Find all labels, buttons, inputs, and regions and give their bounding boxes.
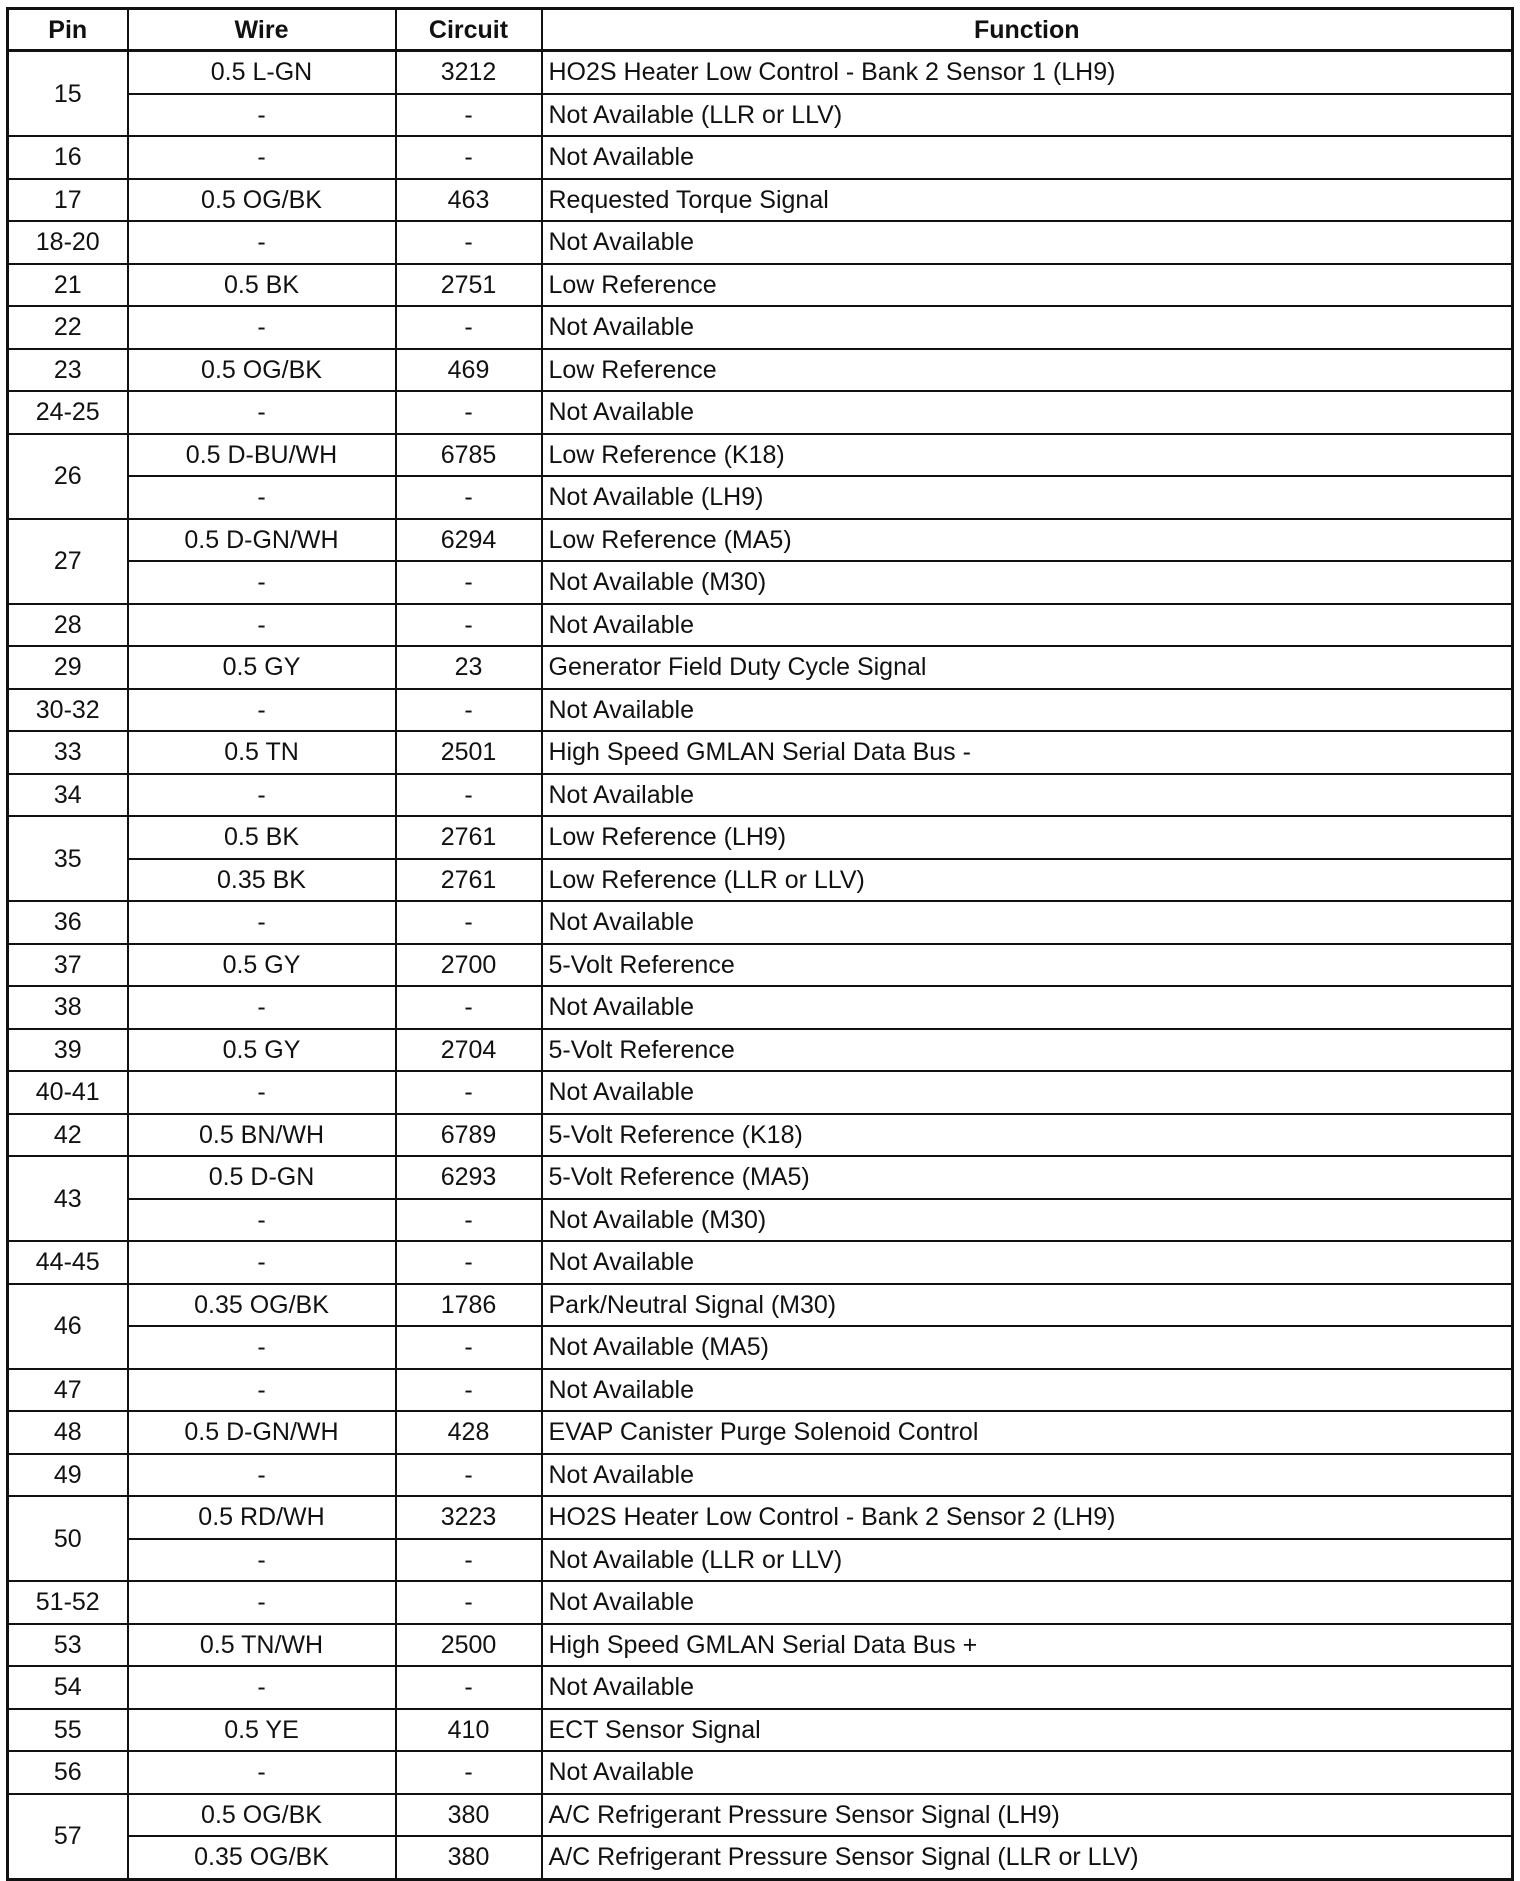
function-cell: Not Available: [542, 1454, 1513, 1497]
table-row: [8, 901, 1513, 944]
function-cell: Not Available (LH9): [542, 476, 1513, 519]
circuit-number-cell: -: [396, 391, 542, 434]
pin-number-cell: 42: [8, 1114, 128, 1157]
function-cell: 5-Volt Reference (K18): [542, 1114, 1513, 1157]
function-cell: Not Available: [542, 774, 1513, 817]
function-cell: Not Available (LLR or LLV): [542, 94, 1513, 137]
circuit-number-cell: -: [396, 774, 542, 817]
pin-number-cell: 48: [8, 1411, 128, 1454]
pin-number-cell: 57: [8, 1794, 128, 1880]
function-cell: Not Available: [542, 391, 1513, 434]
function-cell: Low Reference: [542, 264, 1513, 307]
wire-color-cell: -: [128, 94, 396, 137]
table-row: [8, 519, 1513, 562]
header-function: Function: [542, 9, 1513, 51]
table-row: [8, 859, 1513, 902]
circuit-number-cell: -: [396, 1751, 542, 1794]
circuit-number-cell: -: [396, 476, 542, 519]
table-row: [8, 1666, 1513, 1709]
wire-color-cell: -: [128, 1666, 396, 1709]
pin-number-cell: 33: [8, 731, 128, 774]
pin-number-cell: 49: [8, 1454, 128, 1497]
table-row: [8, 1241, 1513, 1284]
wire-color-cell: -: [128, 1454, 396, 1497]
circuit-number-cell: -: [396, 1666, 542, 1709]
circuit-number-cell: -: [396, 986, 542, 1029]
circuit-number-cell: 428: [396, 1411, 542, 1454]
table-row: [8, 306, 1513, 349]
function-cell: Not Available (M30): [542, 1199, 1513, 1242]
pin-number-cell: 27: [8, 519, 128, 604]
table-row: [8, 136, 1513, 179]
wire-color-cell: -: [128, 136, 396, 179]
circuit-number-cell: -: [396, 689, 542, 732]
pin-number-cell: 39: [8, 1029, 128, 1072]
pin-number-cell: 30-32: [8, 689, 128, 732]
wire-color-cell: 0.5 OG/BK: [128, 1794, 396, 1837]
function-cell: Not Available (M30): [542, 561, 1513, 604]
connector-end-view-document: [6, 7, 1514, 1881]
pin-number-cell: 21: [8, 264, 128, 307]
pin-number-cell: 44-45: [8, 1241, 128, 1284]
table-body: [8, 51, 1513, 1880]
table-row: [8, 51, 1513, 94]
circuit-number-cell: 380: [396, 1794, 542, 1837]
table-row: [8, 731, 1513, 774]
pin-number-cell: 36: [8, 901, 128, 944]
circuit-number-cell: -: [396, 1071, 542, 1114]
pin-number-cell: 56: [8, 1751, 128, 1794]
circuit-number-cell: -: [396, 1454, 542, 1497]
pin-number-cell: 24-25: [8, 391, 128, 434]
circuit-number-cell: 2751: [396, 264, 542, 307]
header-pin: Pin: [8, 9, 128, 51]
wire-color-cell: -: [128, 476, 396, 519]
circuit-number-cell: -: [396, 94, 542, 137]
wire-color-cell: 0.5 L-GN: [128, 51, 396, 94]
wire-color-cell: -: [128, 221, 396, 264]
wire-color-cell: -: [128, 1369, 396, 1412]
function-cell: Not Available: [542, 1071, 1513, 1114]
pin-number-cell: 18-20: [8, 221, 128, 264]
circuit-number-cell: 3212: [396, 51, 542, 94]
circuit-number-cell: -: [396, 561, 542, 604]
wire-color-cell: -: [128, 901, 396, 944]
table-row: [8, 1071, 1513, 1114]
wire-color-cell: 0.35 OG/BK: [128, 1836, 396, 1879]
table-row: [8, 1411, 1513, 1454]
function-cell: Not Available: [542, 986, 1513, 1029]
wire-color-cell: -: [128, 1241, 396, 1284]
wire-color-cell: -: [128, 1071, 396, 1114]
table-row: [8, 179, 1513, 222]
circuit-number-cell: 2500: [396, 1624, 542, 1667]
function-cell: Not Available: [542, 306, 1513, 349]
table-row: [8, 434, 1513, 477]
function-cell: A/C Refrigerant Pressure Sensor Signal (LH9): [542, 1794, 1513, 1837]
circuit-number-cell: -: [396, 1369, 542, 1412]
table-row: [8, 1836, 1513, 1879]
table-row: [8, 94, 1513, 137]
table-row: [8, 1284, 1513, 1327]
pin-number-cell: 17: [8, 179, 128, 222]
wire-color-cell: -: [128, 561, 396, 604]
wire-color-cell: 0.5 RD/WH: [128, 1496, 396, 1539]
circuit-number-cell: -: [396, 306, 542, 349]
wire-color-cell: 0.5 YE: [128, 1709, 396, 1752]
wire-color-cell: 0.5 TN: [128, 731, 396, 774]
wire-color-cell: -: [128, 1199, 396, 1242]
pin-number-cell: 26: [8, 434, 128, 519]
wire-color-cell: 0.35 OG/BK: [128, 1284, 396, 1327]
table-row: [8, 349, 1513, 392]
pin-number-cell: 55: [8, 1709, 128, 1752]
table-row: [8, 1581, 1513, 1624]
table-row: [8, 986, 1513, 1029]
circuit-number-cell: -: [396, 1241, 542, 1284]
circuit-number-cell: 23: [396, 646, 542, 689]
function-cell: 5-Volt Reference (MA5): [542, 1156, 1513, 1199]
pin-number-cell: 47: [8, 1369, 128, 1412]
table-row: [8, 1114, 1513, 1157]
wire-color-cell: 0.5 OG/BK: [128, 349, 396, 392]
table-row: [8, 1369, 1513, 1412]
function-cell: Not Available (LLR or LLV): [542, 1539, 1513, 1582]
pin-number-cell: 22: [8, 306, 128, 349]
wire-color-cell: 0.5 GY: [128, 1029, 396, 1072]
connector-pinout-table: [6, 7, 1514, 1881]
function-cell: High Speed GMLAN Serial Data Bus +: [542, 1624, 1513, 1667]
wire-color-cell: 0.5 BK: [128, 816, 396, 859]
pin-number-cell: 15: [8, 51, 128, 137]
circuit-number-cell: 463: [396, 179, 542, 222]
table-row: [8, 1199, 1513, 1242]
header-row: [8, 9, 1513, 51]
table-row: [8, 476, 1513, 519]
table-row: [8, 604, 1513, 647]
function-cell: EVAP Canister Purge Solenoid Control: [542, 1411, 1513, 1454]
table-row: [8, 561, 1513, 604]
function-cell: Not Available: [542, 901, 1513, 944]
wire-color-cell: 0.35 BK: [128, 859, 396, 902]
function-cell: High Speed GMLAN Serial Data Bus -: [542, 731, 1513, 774]
table-row: [8, 944, 1513, 987]
wire-color-cell: -: [128, 1581, 396, 1624]
function-cell: HO2S Heater Low Control - Bank 2 Sensor 1 (LH9): [542, 51, 1513, 94]
wire-color-cell: 0.5 BN/WH: [128, 1114, 396, 1157]
function-cell: Not Available: [542, 604, 1513, 647]
wire-color-cell: 0.5 OG/BK: [128, 179, 396, 222]
wire-color-cell: 0.5 D-GN: [128, 1156, 396, 1199]
wire-color-cell: -: [128, 774, 396, 817]
function-cell: Not Available: [542, 1369, 1513, 1412]
pin-number-cell: 53: [8, 1624, 128, 1667]
function-cell: Low Reference (LLR or LLV): [542, 859, 1513, 902]
circuit-number-cell: -: [396, 1199, 542, 1242]
function-cell: Not Available: [542, 136, 1513, 179]
circuit-number-cell: 469: [396, 349, 542, 392]
table-row: [8, 391, 1513, 434]
pin-number-cell: 46: [8, 1284, 128, 1369]
circuit-number-cell: 2761: [396, 816, 542, 859]
circuit-number-cell: 6293: [396, 1156, 542, 1199]
wire-color-cell: 0.5 BK: [128, 264, 396, 307]
wire-color-cell: -: [128, 604, 396, 647]
table-row: [8, 689, 1513, 732]
wire-color-cell: 0.5 TN/WH: [128, 1624, 396, 1667]
wire-color-cell: 0.5 D-GN/WH: [128, 1411, 396, 1454]
table-row: [8, 1624, 1513, 1667]
function-cell: Low Reference (MA5): [542, 519, 1513, 562]
pin-number-cell: 29: [8, 646, 128, 689]
wire-color-cell: -: [128, 689, 396, 732]
function-cell: Not Available: [542, 1666, 1513, 1709]
function-cell: Low Reference: [542, 349, 1513, 392]
pin-number-cell: 43: [8, 1156, 128, 1241]
table-row: [8, 1454, 1513, 1497]
circuit-number-cell: 6294: [396, 519, 542, 562]
header-circuit: Circuit: [396, 9, 542, 51]
pin-number-cell: 40-41: [8, 1071, 128, 1114]
wire-color-cell: 0.5 D-GN/WH: [128, 519, 396, 562]
function-cell: Low Reference (K18): [542, 434, 1513, 477]
table-row: [8, 1156, 1513, 1199]
function-cell: Low Reference (LH9): [542, 816, 1513, 859]
circuit-number-cell: -: [396, 1326, 542, 1369]
pin-number-cell: 16: [8, 136, 128, 179]
table-row: [8, 1794, 1513, 1837]
wire-color-cell: -: [128, 306, 396, 349]
table-header: [8, 9, 1513, 51]
header-wire: Wire: [128, 9, 396, 51]
circuit-number-cell: 2761: [396, 859, 542, 902]
circuit-number-cell: 2704: [396, 1029, 542, 1072]
pin-number-cell: 54: [8, 1666, 128, 1709]
function-cell: 5-Volt Reference: [542, 944, 1513, 987]
function-cell: Generator Field Duty Cycle Signal: [542, 646, 1513, 689]
circuit-number-cell: 2700: [396, 944, 542, 987]
circuit-number-cell: 410: [396, 1709, 542, 1752]
circuit-number-cell: -: [396, 901, 542, 944]
table-row: [8, 221, 1513, 264]
wire-color-cell: -: [128, 986, 396, 1029]
function-cell: HO2S Heater Low Control - Bank 2 Sensor 2 (LH9): [542, 1496, 1513, 1539]
function-cell: ECT Sensor Signal: [542, 1709, 1513, 1752]
pin-number-cell: 38: [8, 986, 128, 1029]
wire-color-cell: 0.5 GY: [128, 944, 396, 987]
table-row: [8, 816, 1513, 859]
circuit-number-cell: -: [396, 136, 542, 179]
circuit-number-cell: 3223: [396, 1496, 542, 1539]
wire-color-cell: 0.5 D-BU/WH: [128, 434, 396, 477]
circuit-number-cell: -: [396, 604, 542, 647]
function-cell: Park/Neutral Signal (M30): [542, 1284, 1513, 1327]
function-cell: Requested Torque Signal: [542, 179, 1513, 222]
circuit-number-cell: 6785: [396, 434, 542, 477]
table-row: [8, 1539, 1513, 1582]
circuit-number-cell: 380: [396, 1836, 542, 1879]
table-row: [8, 1496, 1513, 1539]
wire-color-cell: -: [128, 1751, 396, 1794]
circuit-number-cell: -: [396, 221, 542, 264]
pin-number-cell: 28: [8, 604, 128, 647]
wire-color-cell: -: [128, 391, 396, 434]
table-row: [8, 264, 1513, 307]
pin-number-cell: 51-52: [8, 1581, 128, 1624]
circuit-number-cell: 6789: [396, 1114, 542, 1157]
table-row: [8, 1029, 1513, 1072]
pin-number-cell: 23: [8, 349, 128, 392]
function-cell: Not Available (MA5): [542, 1326, 1513, 1369]
table-row: [8, 1709, 1513, 1752]
table-row: [8, 1326, 1513, 1369]
function-cell: Not Available: [542, 1241, 1513, 1284]
wire-color-cell: 0.5 GY: [128, 646, 396, 689]
function-cell: Not Available: [542, 689, 1513, 732]
pin-number-cell: 34: [8, 774, 128, 817]
wire-color-cell: -: [128, 1326, 396, 1369]
pin-number-cell: 35: [8, 816, 128, 901]
function-cell: Not Available: [542, 221, 1513, 264]
wire-color-cell: -: [128, 1539, 396, 1582]
circuit-number-cell: -: [396, 1539, 542, 1582]
table-row: [8, 1751, 1513, 1794]
pin-number-cell: 50: [8, 1496, 128, 1581]
table-row: [8, 774, 1513, 817]
function-cell: Not Available: [542, 1581, 1513, 1624]
function-cell: 5-Volt Reference: [542, 1029, 1513, 1072]
function-cell: Not Available: [542, 1751, 1513, 1794]
function-cell: A/C Refrigerant Pressure Sensor Signal (LLR or LLV): [542, 1836, 1513, 1879]
table-row: [8, 646, 1513, 689]
circuit-number-cell: 1786: [396, 1284, 542, 1327]
circuit-number-cell: -: [396, 1581, 542, 1624]
circuit-number-cell: 2501: [396, 731, 542, 774]
pin-number-cell: 37: [8, 944, 128, 987]
